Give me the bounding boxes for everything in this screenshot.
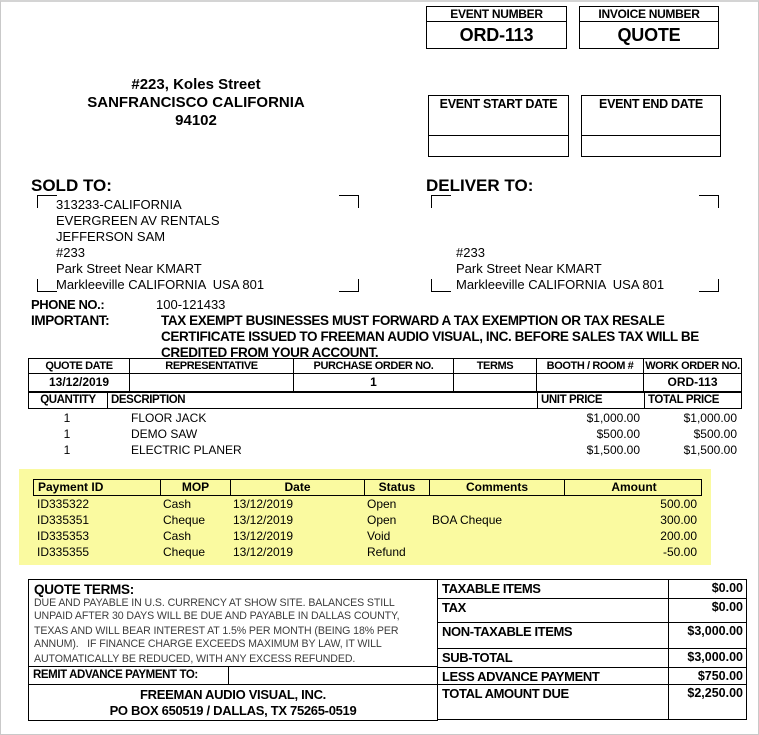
totals-row-subtotal: [438, 649, 746, 668]
purchase-order-value: 1: [293, 374, 453, 391]
work-order-value: ORD-113: [643, 374, 741, 391]
payment-date: 13/12/2019: [233, 497, 294, 511]
order-info-header: BOOTH / ROOM #: [536, 359, 643, 374]
event-start-date-box: [428, 95, 569, 157]
totals-row-tax: [438, 599, 746, 623]
phone-label: PHONE NO.:: [31, 297, 105, 312]
payment-status: Open: [367, 513, 397, 527]
totals-row-total-due: [438, 685, 746, 719]
totals-value: $3,000.00: [668, 623, 746, 648]
payment-row: [33, 545, 702, 561]
remit-company-address: PO BOX 650519 / DALLAS, TX 75265-0519: [109, 703, 357, 718]
bracket-bottom-right: [339, 279, 359, 292]
remit-company-name: FREEMAN AUDIO VISUAL, INC.: [139, 687, 326, 702]
item-unit-price: $500.00: [596, 427, 640, 441]
items-header: TOTAL PRICE: [644, 393, 741, 408]
totals-value: $3,000.00: [668, 649, 746, 667]
payment-amount: 200.00: [660, 529, 697, 543]
totals-value: $0.00: [668, 580, 746, 598]
payment-comments: [428, 529, 563, 545]
payment-mop: Cash: [163, 497, 192, 511]
payments-header: Payment ID: [38, 480, 104, 494]
totals-label: TOTAL AMOUNT DUE: [442, 686, 569, 701]
item-row: [28, 427, 742, 443]
bracket-top-right: [339, 195, 359, 208]
bracket-bottom-right: [699, 279, 719, 292]
totals-label: TAXABLE ITEMS: [442, 581, 541, 596]
sold-to-address: [56, 197, 264, 293]
payment-comments: [428, 545, 563, 561]
quote-terms-line: AUTOMATICALLY BE REDUCED, WITH ANY EXCESS REFUNDED.: [34, 653, 356, 665]
sold-to-line: EVERGREEN AV RENTALS: [56, 213, 220, 228]
sold-to-block: [37, 195, 359, 292]
totals-label: LESS ADVANCE PAYMENT: [442, 669, 600, 684]
payment-mop: Cheque: [163, 545, 206, 559]
quote-terms-line: DUE AND PAYABLE IN U.S. CURRENCY AT SHOW SITE. BALANCES STILL: [34, 597, 395, 609]
payments-header: Amount: [564, 480, 703, 495]
quote-date-value: 13/12/2019: [48, 375, 110, 389]
sold-to-line: JEFFERSON SAM: [56, 229, 166, 244]
totals-label: TAX: [442, 600, 466, 615]
booth-room-value: [536, 374, 643, 391]
deliver-to-line: Markleeville CALIFORNIA USA 801: [456, 277, 665, 292]
payments-highlight-zone: [19, 469, 711, 565]
payment-amount: 300.00: [660, 513, 697, 527]
item-row: [28, 443, 742, 459]
deliver-to-line: #233: [456, 245, 485, 260]
terms-value: [453, 374, 536, 391]
payment-status: Refund: [367, 545, 406, 559]
invoice-number-value: QUOTE: [579, 21, 719, 49]
item-total-price: $500.00: [693, 427, 737, 441]
event-number-box: [426, 6, 567, 49]
quote-terms-box: [28, 579, 438, 667]
company-address-line: 94102: [175, 112, 217, 129]
totals-label: NON-TAXABLE ITEMS: [442, 624, 573, 639]
order-info-header: PURCHASE ORDER NO.: [293, 359, 453, 374]
payment-mop: Cheque: [163, 513, 206, 527]
payment-row: [33, 513, 702, 529]
event-number-value: ORD-113: [426, 21, 567, 49]
bracket-top-left: [37, 195, 57, 208]
payment-status: Void: [367, 529, 391, 543]
payments-header: MOP: [160, 480, 230, 495]
payments-header-row: [33, 479, 702, 496]
order-info-table: [28, 358, 742, 392]
order-info-header: QUOTE DATE: [29, 359, 129, 374]
order-info-header: WORK ORDER NO.: [643, 359, 741, 374]
items-header-row: [28, 392, 742, 409]
bracket-bottom-left: [431, 279, 451, 292]
payment-date: 13/12/2019: [233, 545, 294, 559]
representative-value: [129, 374, 293, 391]
item-quantity: 1: [63, 411, 71, 425]
order-info-header-row: [29, 359, 741, 374]
items-header: UNIT PRICE: [537, 393, 644, 408]
payment-id: ID335355: [37, 545, 90, 559]
totals-row-taxable: [438, 580, 746, 599]
payment-date: 13/12/2019: [233, 529, 294, 543]
items-header: QUANTITY: [40, 394, 96, 406]
item-unit-price: $1,000.00: [586, 411, 640, 425]
payments-header: Comments: [429, 480, 564, 495]
item-total-price: $1,000.00: [683, 411, 737, 425]
sold-to-heading: SOLD TO:: [31, 176, 112, 195]
payment-status: Open: [367, 497, 397, 511]
payment-amount: 500.00: [660, 497, 697, 511]
totals-label: SUB-TOTAL: [442, 650, 513, 665]
item-unit-price: $1,500.00: [586, 443, 640, 457]
company-address-line: SANFRANCISCO CALIFORNIA: [87, 94, 305, 111]
bracket-top-right: [699, 195, 719, 208]
quote-terms-line: TEXAS AND WILL BEAR INTEREST AT 1.5% PER MONTH (BEING 18% PER: [34, 625, 399, 637]
item-total-price: $1,500.00: [683, 443, 737, 457]
remit-address-box: [28, 684, 438, 721]
order-info-header: REPRESENTATIVE: [129, 359, 293, 374]
item-description: FLOOR JACK: [131, 411, 207, 425]
item-description: DEMO SAW: [131, 427, 198, 441]
quote-terms-heading: QUOTE TERMS:: [34, 582, 134, 597]
deliver-to-block: [431, 195, 719, 292]
bracket-bottom-left: [37, 279, 57, 292]
sold-to-line: Markleeville CALIFORNIA USA 801: [56, 277, 265, 292]
quote-terms-line: UNPAID AFTER 30 DAYS WILL BE DUE AND PAYABLE IN DALLAS COUNTY,: [34, 610, 400, 622]
payment-mop: Cash: [163, 529, 192, 543]
remit-label-box: REMIT ADVANCE PAYMENT TO:: [28, 666, 229, 685]
deliver-to-address: [456, 245, 664, 293]
deliver-to-line: Park Street Near KMART: [456, 261, 602, 276]
deliver-to-heading: DELIVER TO:: [426, 176, 534, 195]
payments-header: Date: [230, 480, 364, 495]
event-number-label: EVENT NUMBER: [426, 6, 567, 22]
payment-comments: BOA Cheque: [432, 513, 503, 527]
bracket-top-left: [431, 195, 451, 208]
payment-row: [33, 497, 702, 513]
totals-value: $0.00: [668, 599, 746, 622]
event-start-date-label: EVENT START DATE: [429, 96, 568, 136]
sold-to-line: #233: [56, 245, 85, 260]
order-info-header: TERMS: [453, 359, 536, 374]
important-label: IMPORTANT:: [31, 313, 110, 328]
order-info-value-row: [29, 374, 741, 391]
payments-header: Status: [364, 480, 429, 495]
payment-id: ID335353: [37, 529, 90, 543]
payment-row: [33, 529, 702, 545]
sold-to-line: Park Street Near KMART: [56, 261, 202, 276]
totals-value: $750.00: [668, 668, 746, 684]
item-row: [28, 411, 742, 427]
important-line: TAX EXEMPT BUSINESSES MUST FORWARD A TAX EXEMPTION OR TAX RESALE: [161, 313, 665, 328]
quote-terms-line: ANNUM). IF FINANCE CHARGE EXCEEDS MAXIMUM BY LAW, IT WILL: [34, 638, 382, 650]
item-quantity: 1: [63, 427, 71, 441]
payment-id: ID335322: [37, 497, 90, 511]
payment-date: 13/12/2019: [233, 513, 294, 527]
company-address: [51, 76, 341, 130]
sold-to-line: 313233-CALIFORNIA: [56, 197, 182, 212]
totals-row-nontaxable: [438, 623, 746, 649]
event-end-date-label: EVENT END DATE: [582, 96, 720, 136]
payment-amount: -50.00: [662, 545, 697, 559]
item-quantity: 1: [63, 443, 71, 457]
invoice-number-box: [579, 6, 719, 49]
important-text: [161, 313, 699, 361]
payment-comments: [428, 497, 563, 513]
items-header: DESCRIPTION: [107, 393, 537, 408]
item-description: ELECTRIC PLANER: [131, 443, 242, 457]
event-end-date-box: [581, 95, 721, 157]
invoice-number-label: INVOICE NUMBER: [579, 6, 719, 22]
company-address-line: #223, Koles Street: [131, 76, 261, 93]
phone-value: 100-121433: [156, 297, 226, 312]
totals-row-less-advance: [438, 668, 746, 685]
payment-id: ID335351: [37, 513, 90, 527]
totals-table: [437, 579, 747, 720]
totals-value: $2,250.00: [668, 685, 746, 719]
important-line: CERTIFICATE ISSUED TO FREEMAN AUDIO VISUAL, INC. BEFORE SALES TAX WILL BE: [161, 329, 699, 344]
important-line: CREDITED FROM YOUR ACCOUNT.: [161, 345, 379, 360]
